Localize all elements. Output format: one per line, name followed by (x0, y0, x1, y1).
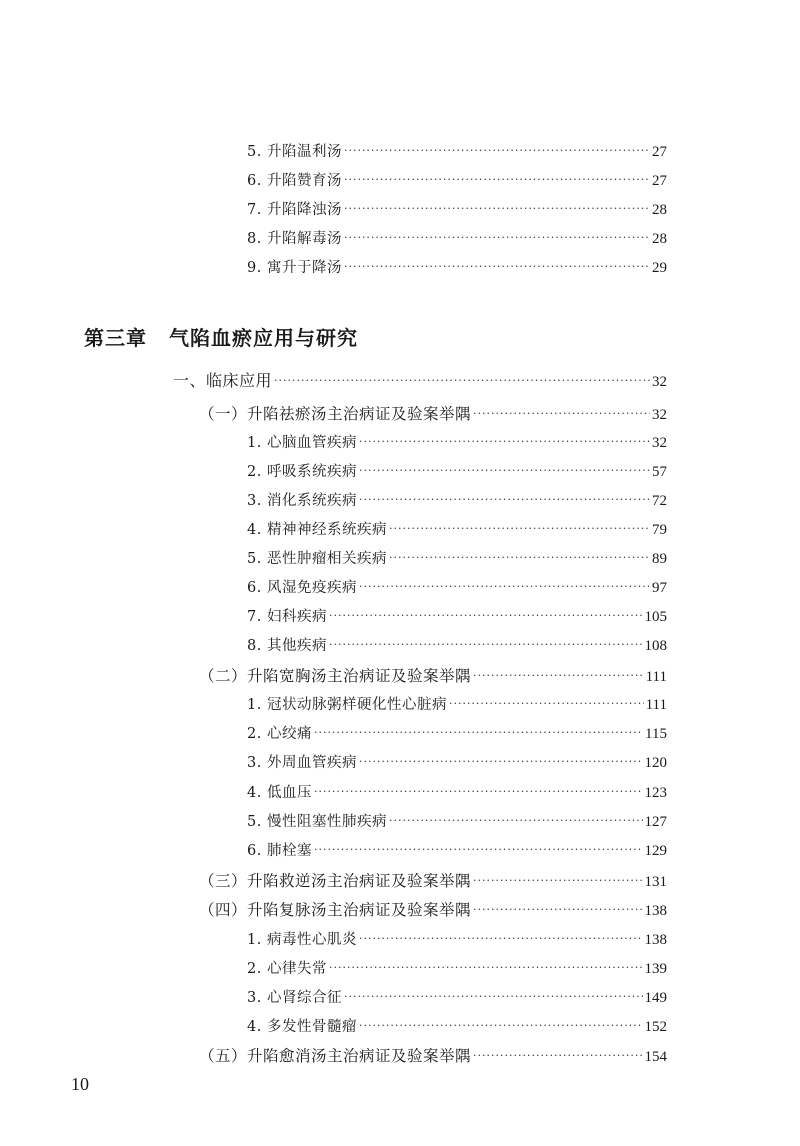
dot-leader (344, 167, 650, 193)
toc-entry-title: 5. 慢性阻塞性肺疾病 (247, 814, 387, 830)
toc-entry-title: 1. 冠状动脉粥样硬化性心脏病 (247, 697, 447, 713)
toc-subsection (199, 897, 667, 923)
toc-entry-title: （二）升陷宽胸汤主治病证及验案举隅 (199, 667, 472, 685)
toc-entry (247, 721, 667, 747)
toc-entry (247, 956, 667, 982)
toc-entry (247, 488, 667, 514)
dot-leader (359, 926, 643, 952)
toc-entry-page: 105 (644, 609, 667, 625)
dot-leader (344, 984, 643, 1010)
dot-leader (473, 897, 642, 923)
toc-entry-page: 28 (652, 231, 667, 247)
toc-entry-page: 115 (645, 726, 667, 742)
dot-leader (359, 458, 650, 484)
toc-entry-page: 120 (644, 755, 667, 771)
toc-entry-page: 27 (652, 173, 667, 189)
toc-entry (247, 197, 667, 223)
chapter-title: 气陷血瘀应用与研究 (169, 326, 358, 350)
toc-entry-title: 4. 低血压 (247, 785, 312, 801)
dot-leader (359, 1013, 643, 1039)
dot-leader (359, 429, 650, 455)
toc-entry-page: 154 (644, 1049, 667, 1065)
toc-entry-title: 1. 病毒性心肌炎 (247, 932, 357, 948)
toc-entry-page: 111 (645, 669, 667, 685)
toc-entry-page: 111 (645, 697, 667, 713)
toc-entry (247, 927, 667, 953)
toc-entry (247, 255, 667, 281)
toc-entry (247, 985, 667, 1011)
toc-entry-title: （三）升陷救逆汤主治病证及验案举隅 (199, 872, 472, 890)
toc-entry-title: （一）升陷祛瘀汤主治病证及验案举隅 (199, 405, 472, 423)
dot-leader (329, 603, 643, 629)
toc-entry-title: 6. 升陷赞育汤 (247, 173, 342, 189)
toc-entry-page: 127 (644, 814, 667, 830)
page-number: 10 (71, 1074, 89, 1094)
dot-leader (344, 225, 650, 251)
toc-subsection (199, 868, 667, 894)
toc-entry-page: 27 (652, 144, 667, 160)
toc-entry-page: 29 (652, 260, 667, 276)
toc-entry-page: 123 (644, 785, 667, 801)
dot-leader (473, 1043, 642, 1069)
toc-entry (247, 430, 667, 456)
toc-entry (247, 139, 667, 165)
toc-entry-page: 108 (644, 638, 667, 654)
dot-leader (314, 779, 643, 805)
toc-entry (247, 459, 667, 485)
dot-leader (344, 138, 650, 164)
toc-entry-page: 138 (644, 932, 667, 948)
toc-entry-title: 2. 呼吸系统疾病 (247, 464, 357, 480)
toc-entry-title: （五）升陷愈消汤主治病证及验案举隅 (199, 1047, 472, 1065)
toc-entry (247, 604, 667, 630)
toc-entry-page: 28 (652, 202, 667, 218)
toc-entry-title: 2. 心律失常 (247, 961, 327, 977)
toc-entry-title: 1. 心脑血管疾病 (247, 435, 357, 451)
toc-entry (247, 575, 667, 601)
dot-leader (329, 955, 643, 981)
toc-entry-title: （四）升陷复脉汤主治病证及验案举隅 (199, 901, 472, 919)
toc-entry-title: 5. 恶性肿瘤相关疾病 (247, 551, 387, 567)
toc-entry-page: 32 (652, 435, 667, 451)
toc-entry-page: 79 (652, 522, 667, 538)
toc-entry-page: 149 (644, 990, 667, 1006)
dot-leader (389, 545, 650, 571)
toc-entry (247, 838, 667, 864)
toc-entry-page: 72 (652, 493, 667, 509)
toc-entry-page: 129 (644, 843, 667, 859)
toc-entry-title: 3. 外周血管疾病 (247, 755, 357, 771)
toc-entry-page: 32 (652, 374, 667, 390)
toc-entry-title: 2. 心绞痛 (247, 726, 312, 742)
toc-subsection (199, 401, 667, 427)
toc-entry-page: 97 (652, 580, 667, 596)
toc-entry-title: 7. 升陷降浊汤 (247, 202, 342, 218)
dot-leader (473, 401, 650, 427)
toc-entry (247, 546, 667, 572)
dot-leader (473, 868, 642, 894)
toc-entry-page: 139 (644, 961, 667, 977)
dot-leader (329, 632, 643, 658)
toc-entry-title: 7. 妇科疾病 (247, 609, 327, 625)
dot-leader (314, 720, 643, 746)
toc-entry-title: 4. 精神神经系统疾病 (247, 522, 387, 538)
dot-leader (359, 574, 650, 600)
dot-leader (314, 837, 643, 863)
toc-entry-page: 152 (644, 1019, 667, 1035)
dot-leader (449, 691, 644, 717)
toc-entry-title: 3. 消化系统疾病 (247, 493, 357, 509)
toc-section (173, 368, 667, 394)
toc-entry-page: 57 (652, 464, 667, 480)
chapter-number: 第三章 (84, 326, 147, 350)
dot-leader (389, 516, 650, 542)
toc-entry-title: 8. 升陷解毒汤 (247, 231, 342, 247)
toc-entry-title: 5. 升陷温利汤 (247, 144, 342, 160)
toc-entry-title: 一、临床应用 (173, 371, 273, 390)
toc-entry (247, 168, 667, 194)
dot-leader (344, 254, 650, 280)
dot-leader (359, 749, 643, 775)
toc-entry-title: 6. 风湿免疫疾病 (247, 580, 357, 596)
toc-entry-page: 131 (644, 874, 667, 890)
toc-entry-title: 8. 其他疾病 (247, 638, 327, 654)
dot-leader (473, 663, 644, 689)
toc-entry (247, 692, 667, 718)
toc-entry (247, 517, 667, 543)
toc-entry (247, 780, 667, 806)
toc-entry-title: 9. 寓升于降汤 (247, 260, 342, 276)
toc-entry (247, 633, 667, 659)
toc-entry-title: 3. 心肾综合征 (247, 990, 342, 1006)
toc-subsection (199, 1043, 667, 1069)
dot-leader (359, 487, 650, 513)
toc-entry (247, 226, 667, 252)
toc-entry-page: 89 (652, 551, 667, 567)
toc-entry-page: 32 (652, 407, 667, 423)
toc-entry-title: 6. 肺栓塞 (247, 843, 312, 859)
dot-leader (274, 368, 650, 394)
toc-entry-page: 138 (644, 903, 667, 919)
toc-subsection (199, 663, 667, 689)
toc-entry-title: 4. 多发性骨髓瘤 (247, 1019, 357, 1035)
toc-entry (247, 1014, 667, 1040)
chapter-heading (84, 322, 358, 351)
dot-leader (344, 196, 650, 222)
toc-entry (247, 809, 667, 835)
dot-leader (389, 808, 643, 834)
toc-entry (247, 750, 667, 776)
